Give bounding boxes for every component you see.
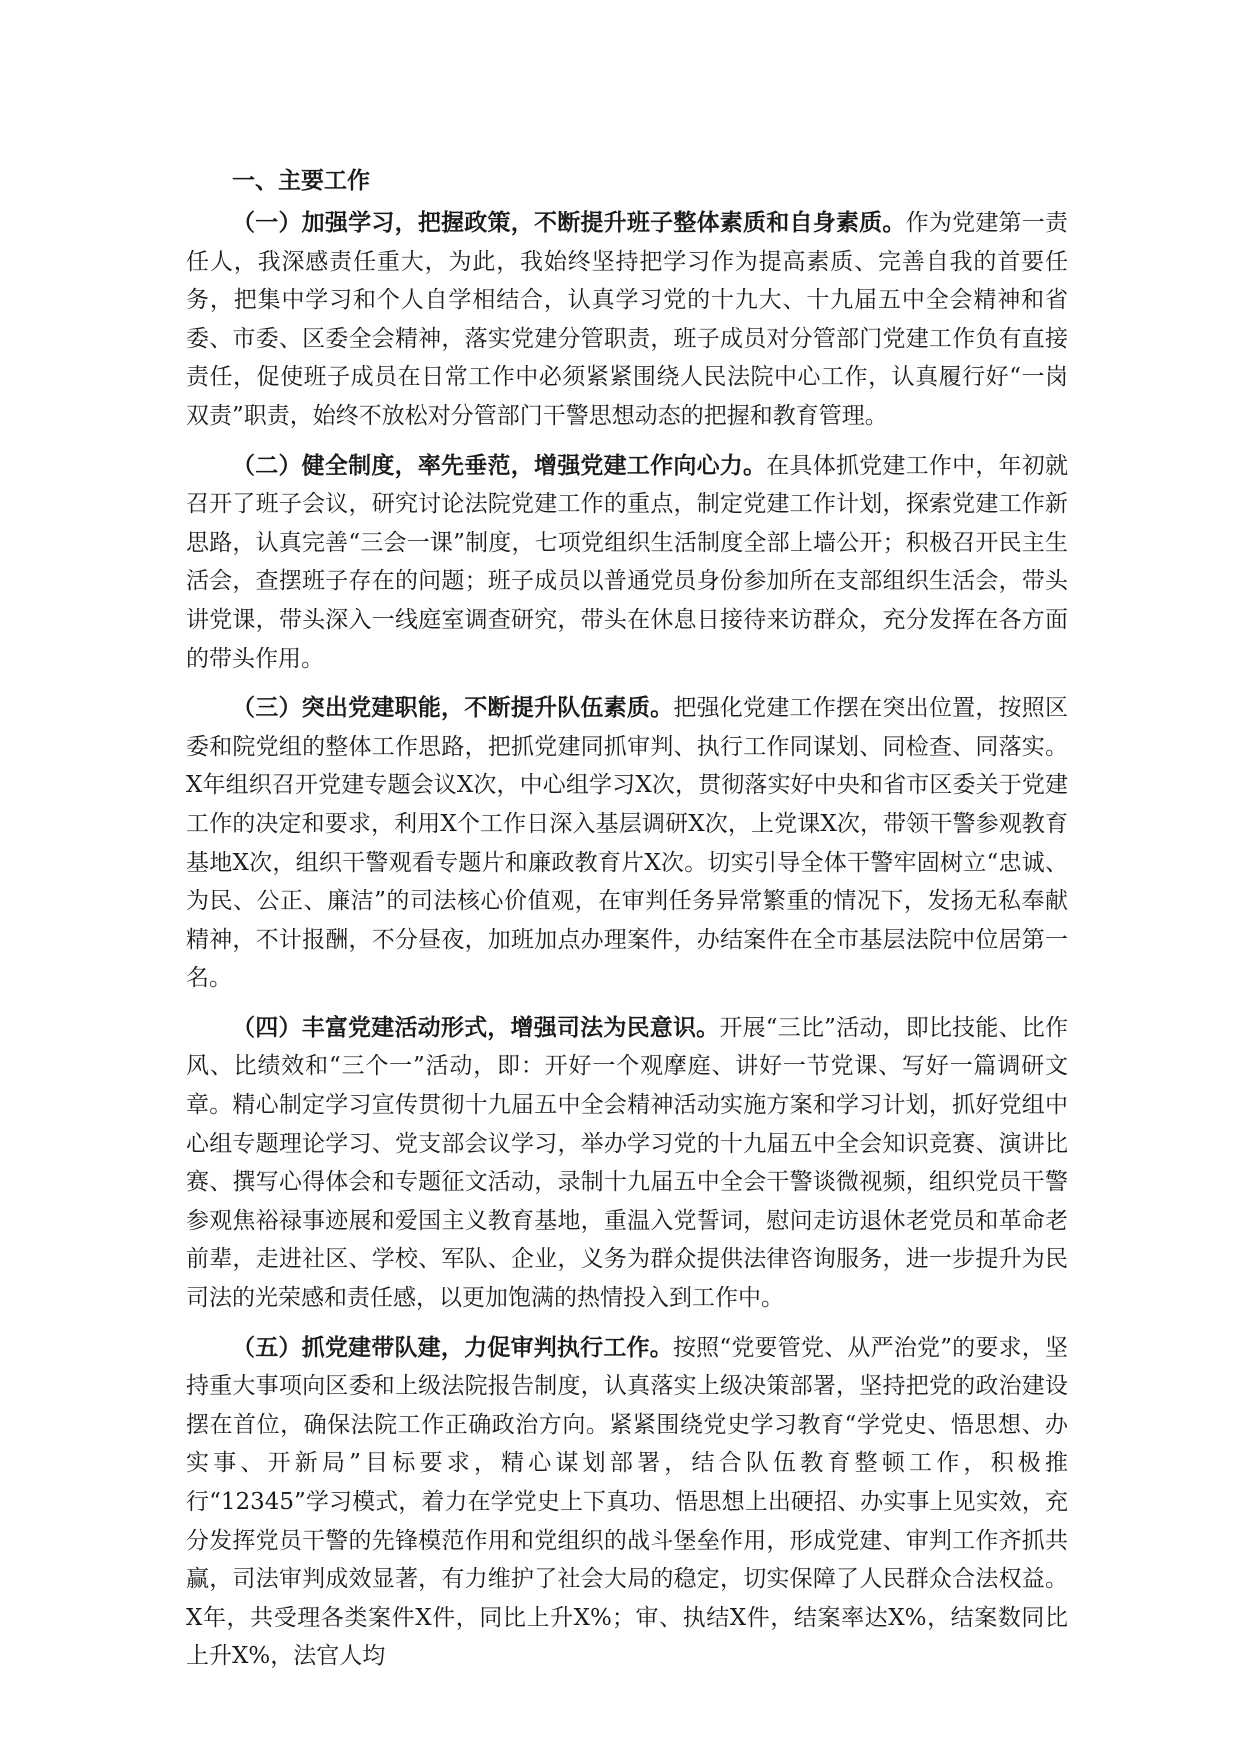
paragraph-4 bbox=[186, 1009, 1068, 1318]
paragraph-4-lead: （四）丰富党建活动形式，增强司法为民意识。 bbox=[232, 1014, 720, 1041]
paragraph-2-body: 在具体抓党建工作中，年初就召开了班子会议，研究讨论法院党建工作的重点，制定党建工作计划，探索党建工作新思路，认真完善“三会一课”制度，七项党组织生活制度全部上墙公开；积极召开民主生活会，查摆班子存在的问题；班子成员以普通党员身份参加所在支部组织生活会，带头讲党课，带头深入一线庭室调查研究，带头在休息日接待来访群众，充分发挥在各方面的带头作用。 bbox=[186, 452, 1069, 672]
paragraph-1-lead: （一）加强学习，把握政策，不断提升班子整体素质和自身素质。 bbox=[232, 210, 906, 236]
paragraph-3 bbox=[186, 689, 1068, 998]
paragraph-3-body: 把强化党建工作摆在突出位置，按照区委和院党组的整体工作思路，把抓党建同抓审判、执行工作同谋划、同检查、同落实。X年组织召开党建专题会议X次，中心组学习X次，贯彻落实好中央和省市区委关于党建工作的决定和要求，利用X个工作日深入基层调研X次，上党课X次，带领干警参观教育基地X次，组织干警观看专题片和廉政教育片X次。切实引导全体干警牢固树立“忠诚、为民、公正、廉洁”的司法核心价值观，在审判任务异常繁重的情况下，发扬无私奉献精神，不计报酬，不分昼夜，加班加点办理案件，办结案件在全市基层法院中位居第一名。 bbox=[186, 695, 1069, 992]
section-heading: 一、主要工作 bbox=[232, 168, 370, 194]
paragraph-1 bbox=[186, 204, 1068, 436]
paragraph-1-body: 作为党建第一责任人，我深感责任重大，为此，我始终坚持把学习作为提高素质、完善自我的首要任务，把集中学习和个人自学相结合，认真学习党的十九大、十九届五中全会精神和省委、市委、区委全会精神，落实党建分管职责，班子成员对分管部门党建工作负有直接责任，促使班子成员在日常工作中必须紧紧围绕人民法院中心工作，认真履行好“一岗双责”职责，始终不放松对分管部门干警思想动态的把握和教育管理。 bbox=[186, 210, 1069, 429]
paragraph-3-lead: （三）突出党建职能，不断提升队伍素质。 bbox=[232, 695, 674, 722]
paragraph-5 bbox=[186, 1329, 1068, 1676]
paragraph-4-body: 开展“三比”活动，即比技能、比作风、比绩效和“三个一”活动，即：开好一个观摩庭、讲好一节党课、写好一篇调研文章。精心制定学习宣传贯彻十九届五中全会精神活动实施方案和学习计划，抓好党组中心组专题理论学习、党支部会议学习，举办学习党的十九届五中全会知识竞赛、演讲比赛、撰写心得体会和专题征文活动，录制十九届五中全会干警谈微视频，组织党员干警参观焦裕禄事迹展和爱国主义教育基地，重温入党誓词，慰问走访退休老党员和革命老前辈，走进社区、学校、军队、企业，义务为群众提供法律咨询服务，进一步提升为民司法的光荣感和责任感，以更加饱满的热情投入到工作中。 bbox=[186, 1014, 1068, 1312]
paragraph-2-lead: （二）健全制度，率先垂范，增强党建工作向心力。 bbox=[232, 452, 767, 479]
paragraph-2 bbox=[186, 447, 1068, 679]
paragraph-5-body: 按照“党要管党、从严治党”的要求，坚持重大事项向区委和上级法院报告制度，认真落实上级决策部署，坚持把党的政治建设摆在首位，确保法院工作正确政治方向。紧紧围绕党史学习教育“学党史、悟思想、办实事、开新局”目标要求，精心谋划部署，结合队伍教育整顿工作，积极推行“12345”学习模式，着力在学党史上下真功、悟思想上出硬招、办实事上见实效，充分发挥党员干警的先锋模范作用和党组织的战斗堡垒作用，形成党建、审判工作齐抓共赢，司法审判成效显著，有力维护了社会大局的稳定，切实保障了人民群众合法权益。X年，共受理各类案件X件，同比上升X%；审、执结X件，结案率达X%，结案数同比上升X%，法官人均 bbox=[186, 1334, 1068, 1670]
paragraph-5-lead: （五）抓党建带队建，力促审判执行工作。 bbox=[232, 1334, 673, 1361]
document-body bbox=[186, 162, 1068, 1687]
